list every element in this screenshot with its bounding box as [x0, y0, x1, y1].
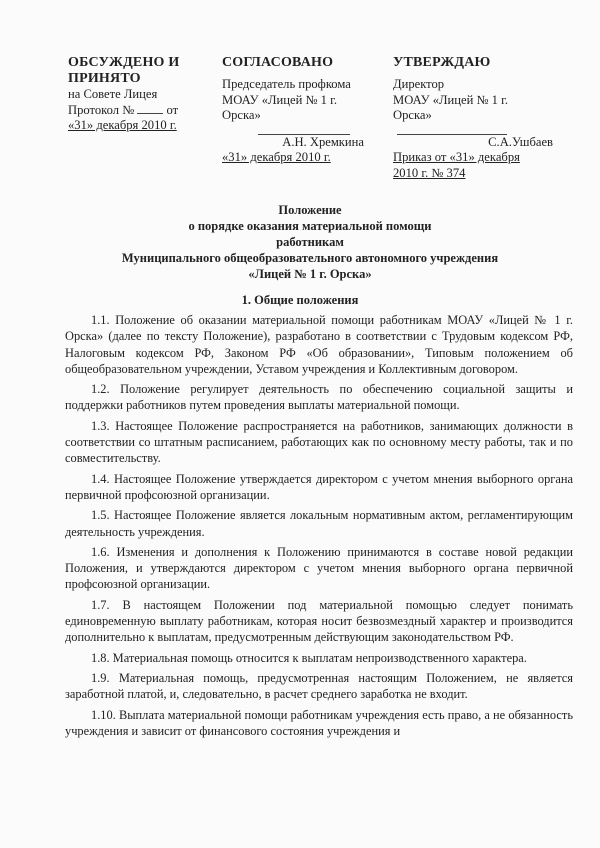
title-line4: Муниципального общеобразовательного автономного учреждения: [121, 251, 499, 265]
paragraph: 1.7. В настоящем Положении под материальной помощью следует понимать единовременную выплату работникам, которая носит безвозмездный характер и производится дополнительно к выплатам, предусмотренным действующим законодательством РФ.: [65, 597, 573, 645]
agreed-date: «31» декабря 2010 г.: [222, 150, 331, 164]
paragraph: 1.4. Настоящее Положение утверждается директором с учетом мнения выборного органа первичной профсоюзной организации.: [65, 471, 573, 502]
approved-order-line1: Приказ от «31» декабря: [393, 150, 520, 164]
agreed-org-cont: Орска»: [222, 108, 261, 122]
approved-org: МОАУ «Лицей № 1 г.: [393, 92, 509, 107]
paragraph: 1.3. Настоящее Положение распространяется на работников, занимающих должности в соответствии со штатным расписанием, работающих как по основному месту работы, так и по совместительству.: [65, 418, 573, 466]
title-line1: Положение: [278, 203, 342, 217]
title-line5: «Лицей № 1 г. Орска»: [248, 267, 372, 281]
protocol-prefix: Протокол №: [68, 102, 135, 117]
approved-signer: С.А.Ушбаев: [488, 134, 553, 149]
agreed-signer: А.Н. Хремкина: [282, 134, 364, 149]
paragraph: 1.9. Материальная помощь, предусмотренная настоящим Положением, не является заработной платой, и, следовательно, в расчет среднего заработка не входит.: [65, 670, 573, 702]
approved-position: Директор: [393, 77, 445, 91]
title-line2: о порядке оказания материальной помощи: [188, 219, 432, 233]
paragraph: 1.6. Изменения и дополнения к Положению принимаются в составе новой редакции Положения, и утверждаются директором с учетом мнения выборного органа первичной профсоюзной организации.: [65, 544, 573, 592]
paragraph: 1.1. Положение об оказании материальной помощи работникам МОАУ «Лицей № 1 г. Орска» (далее по тексту Положение), разработано в соответствии с Трудовым кодексом РФ, Налоговым кодексом РФ, Законом РФ «Об образовании», Типовым положением об общеобразовательном учреждении, Уставом учреждения и Коллективным договором.: [65, 313, 573, 376]
discussed-protocol: [68, 103, 208, 119]
agreed-org: МОАУ «Лицей № 1 г.: [222, 92, 338, 107]
approved-block: [393, 55, 563, 181]
paragraph: 1.2. Положение регулирует деятельность по обеспечению социальной защиты и поддержки работников путем проведения выплаты материальной помощи.: [65, 382, 573, 413]
title-line3: работникам: [276, 235, 344, 249]
approved-signature-line: [397, 124, 507, 135]
discussed-date: «31» декабря 2010 г.: [68, 118, 177, 132]
discussed-block: [68, 55, 208, 134]
approved-order-line2: 2010 г. № 374: [393, 165, 466, 180]
document-title: [40, 202, 580, 282]
approved-org-cont: Орска»: [393, 108, 432, 122]
discussed-title-line2: ПРИНЯТО: [68, 71, 141, 86]
agreed-title: СОГЛАСОВАНО: [222, 55, 334, 70]
section-body: [65, 312, 573, 743]
approved-title: УТВЕРЖДАЮ: [393, 55, 491, 70]
protocol-number-blank: [137, 113, 163, 114]
agreed-block: [222, 55, 372, 166]
paragraph: 1.8. Материальная помощь относится к выплатам непроизводственного характера.: [91, 650, 527, 665]
agreed-signature-line: [258, 124, 350, 135]
discussed-title-line1: ОБСУЖДЕНО И: [68, 55, 180, 70]
paragraph: 1.10. Выплата материальной помощи работникам учреждения есть право, а не обязанность учреждения и зависит от финансового состояния учреждения и: [65, 707, 573, 738]
agreed-position: Председатель профкома: [222, 77, 351, 91]
protocol-suffix: от: [166, 102, 179, 117]
paragraph: 1.5. Настоящее Положение является локальным нормативным актом, регламентирующим деятельность учреждения.: [65, 508, 573, 539]
discussed-council: на Совете Лицея: [68, 87, 158, 101]
section-heading: 1. Общие положения: [241, 293, 359, 307]
